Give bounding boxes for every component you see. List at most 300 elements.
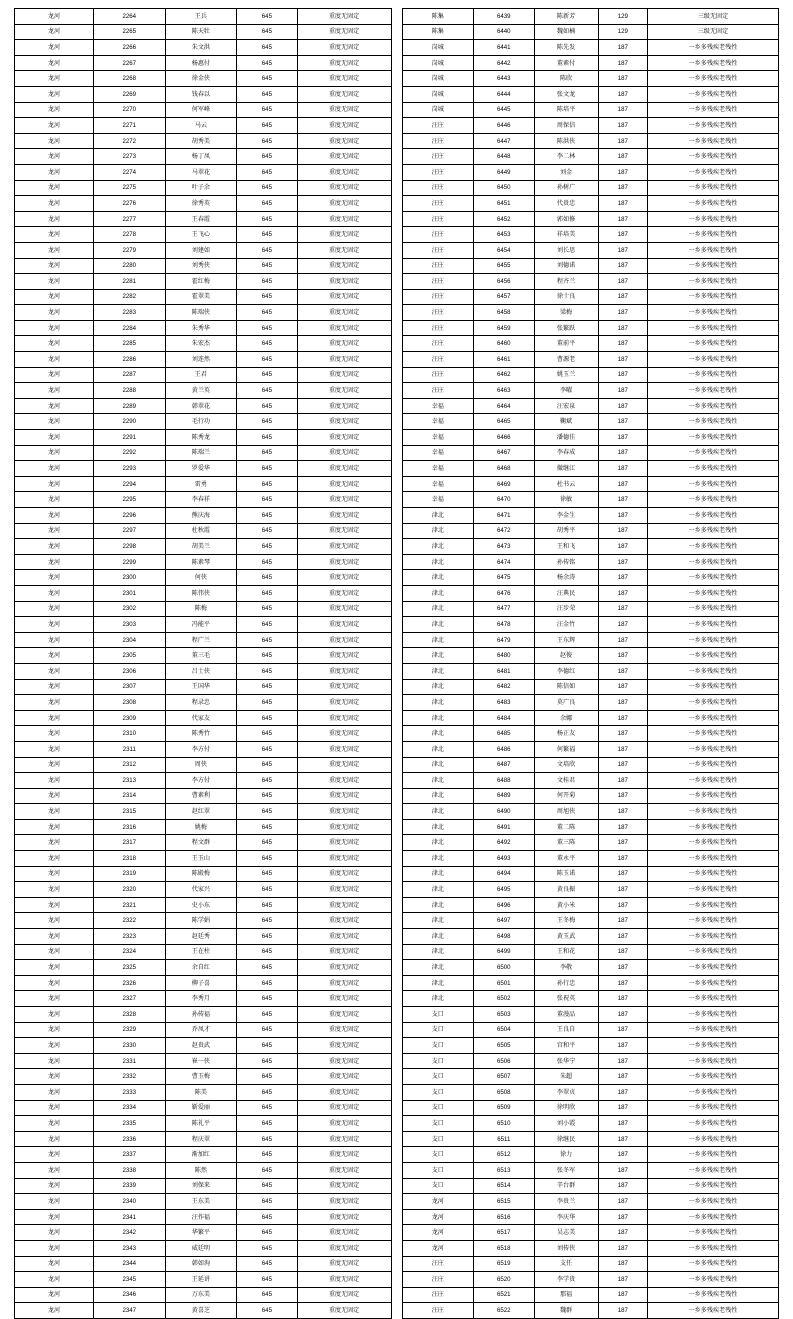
table-cell: 岗城 <box>402 102 474 118</box>
table-cell: 6472 <box>474 523 534 539</box>
table-cell: 2313 <box>94 773 166 789</box>
table-cell: 一乡多残疾老残性 <box>647 757 778 773</box>
table-cell: 6513 <box>474 1162 534 1178</box>
table-cell: 一乡多残疾老残性 <box>647 632 778 648</box>
table-cell: 一乡多残疾老残性 <box>647 1303 778 1319</box>
table-cell: 重度无固定 <box>297 975 391 991</box>
table-cell: 张冬军 <box>534 1162 598 1178</box>
table-cell: 6470 <box>474 492 534 508</box>
table-cell: 6456 <box>474 274 534 290</box>
table-cell: 韩翠花 <box>165 398 237 414</box>
table-cell: 陈新芳 <box>534 9 598 25</box>
table-cell: 187 <box>598 648 647 664</box>
table-cell: 重度无固定 <box>297 227 391 243</box>
table-cell: 6477 <box>474 601 534 617</box>
table-cell: 李学贵 <box>534 1272 598 1288</box>
table-cell: 津北 <box>402 679 474 695</box>
table-cell: 一乡多残疾老残性 <box>647 663 778 679</box>
table-row <box>402 258 779 274</box>
table-cell: 一乡多残疾老残性 <box>647 570 778 586</box>
table-cell: 汪庄 <box>402 1303 474 1319</box>
table-cell: 6450 <box>474 180 534 196</box>
table-row <box>402 1209 779 1225</box>
table-cell: 645 <box>237 695 297 711</box>
table-cell: 一乡多残疾老残性 <box>647 367 778 383</box>
table-cell: 龙河 <box>15 227 94 243</box>
table-row <box>402 819 779 835</box>
table-cell: 2296 <box>94 508 166 524</box>
table-cell: 胡秀美 <box>165 133 237 149</box>
table-cell: 6501 <box>474 975 534 991</box>
table-cell: 6447 <box>474 133 534 149</box>
table-cell: 汪庄 <box>402 227 474 243</box>
table-cell: 陈瑞兰 <box>165 445 237 461</box>
table-row <box>15 461 392 477</box>
table-cell: 6482 <box>474 679 534 695</box>
table-cell: 187 <box>598 757 647 773</box>
table-cell: 6460 <box>474 336 534 352</box>
table-cell: 董二陈 <box>534 819 598 835</box>
table-row <box>402 601 779 617</box>
table-cell: 645 <box>237 461 297 477</box>
table-cell: 龙河 <box>402 1225 474 1241</box>
table-cell: 645 <box>237 632 297 648</box>
table-cell: 2345 <box>94 1272 166 1288</box>
table-row <box>15 554 392 570</box>
table-cell: 187 <box>598 133 647 149</box>
table-cell: 黄小米 <box>534 897 598 913</box>
table-cell: 汪庄 <box>402 133 474 149</box>
table-row <box>402 242 779 258</box>
table-cell: 2286 <box>94 352 166 368</box>
table-cell: 187 <box>598 897 647 913</box>
table-cell: 187 <box>598 539 647 555</box>
table-cell: 一乡多残疾老残性 <box>647 1194 778 1210</box>
table-cell: 一乡多残疾老残性 <box>647 445 778 461</box>
table-cell: 龙河 <box>15 1162 94 1178</box>
table-cell: 津北 <box>402 648 474 664</box>
table-cell: 187 <box>598 211 647 227</box>
table-cell: 2317 <box>94 835 166 851</box>
table-row <box>15 851 392 867</box>
table-cell: 2321 <box>94 897 166 913</box>
table-cell: 龙河 <box>15 24 94 40</box>
table-cell: 重度无固定 <box>297 352 391 368</box>
table-cell: 刘德诺 <box>534 258 598 274</box>
table-row <box>402 1131 779 1147</box>
table-cell: 2325 <box>94 960 166 976</box>
table-cell: 187 <box>598 289 647 305</box>
table-cell: 龙河 <box>402 1209 474 1225</box>
table-cell: 龙河 <box>15 866 94 882</box>
table-cell: 一乡多残疾老残性 <box>647 227 778 243</box>
table-cell: 645 <box>237 492 297 508</box>
table-cell: 645 <box>237 274 297 290</box>
table-cell: 津北 <box>402 835 474 851</box>
table-cell: 一乡多残疾老残性 <box>647 991 778 1007</box>
table-cell: 6485 <box>474 726 534 742</box>
table-cell: 董三毛 <box>165 648 237 664</box>
table-row <box>15 24 392 40</box>
table-cell: 龙河 <box>15 305 94 321</box>
table-cell: 6520 <box>474 1272 534 1288</box>
table-cell: 6462 <box>474 367 534 383</box>
table-cell: 龙河 <box>15 1116 94 1132</box>
table-cell: 支口 <box>402 1022 474 1038</box>
table-cell: 津北 <box>402 929 474 945</box>
table-cell: 6465 <box>474 414 534 430</box>
table-cell: 187 <box>598 1038 647 1054</box>
table-cell: 6469 <box>474 476 534 492</box>
table-row <box>15 1256 392 1272</box>
table-row <box>15 336 392 352</box>
table-cell: 187 <box>598 882 647 898</box>
table-cell: 龙河 <box>15 180 94 196</box>
table-row <box>402 539 779 555</box>
table-cell: 姚梅 <box>165 819 237 835</box>
table-cell: 重度无固定 <box>297 882 391 898</box>
table-row <box>402 1225 779 1241</box>
table-cell: 187 <box>598 1256 647 1272</box>
table-cell: 渐加红 <box>165 1147 237 1163</box>
table-cell: 汪庄 <box>402 242 474 258</box>
table-row <box>15 133 392 149</box>
table-cell: 重度无固定 <box>297 1022 391 1038</box>
table-row <box>15 508 392 524</box>
table-cell: 2280 <box>94 258 166 274</box>
table-cell: 645 <box>237 164 297 180</box>
table-cell: 津北 <box>402 773 474 789</box>
table-row <box>402 944 779 960</box>
table-cell: 李春成 <box>534 445 598 461</box>
table-cell: 重度无固定 <box>297 819 391 835</box>
table-cell: 陈天牡 <box>165 24 237 40</box>
table-cell: 645 <box>237 866 297 882</box>
table-cell: 龙河 <box>15 1303 94 1319</box>
table-cell: 645 <box>237 1287 297 1303</box>
table-cell: 6521 <box>474 1287 534 1303</box>
table-cell: 汪庄 <box>402 383 474 399</box>
table-cell: 187 <box>598 118 647 134</box>
table-cell: 6499 <box>474 944 534 960</box>
table-cell: 龙河 <box>15 929 94 945</box>
table-cell: 2271 <box>94 118 166 134</box>
table-cell: 董前平 <box>534 336 598 352</box>
table-cell: 龙河 <box>15 554 94 570</box>
table-cell: 李曜 <box>534 383 598 399</box>
table-cell: 一乡多残疾老残性 <box>647 1022 778 1038</box>
table-row <box>15 258 392 274</box>
table-cell: 津北 <box>402 695 474 711</box>
table-cell: 代家友 <box>165 710 237 726</box>
table-cell: 一乡多残疾老残性 <box>647 133 778 149</box>
table-cell: 2279 <box>94 242 166 258</box>
table-cell: 2309 <box>94 710 166 726</box>
table-cell: 一乡多残疾老残性 <box>647 913 778 929</box>
table-cell: 重度无固定 <box>297 695 391 711</box>
table-row <box>15 1287 392 1303</box>
table-cell: 幸福 <box>402 414 474 430</box>
table-cell: 陈礼平 <box>165 1116 237 1132</box>
table-row <box>15 9 392 25</box>
table-cell: 重度无固定 <box>297 913 391 929</box>
table-row <box>402 102 779 118</box>
table-cell: 一乡多残疾老残性 <box>647 430 778 446</box>
table-cell: 幸福 <box>402 445 474 461</box>
table-cell: 645 <box>237 726 297 742</box>
table-cell: 汪庄 <box>402 180 474 196</box>
table-cell: 张文龙 <box>534 86 598 102</box>
table-cell: 重度无固定 <box>297 804 391 820</box>
table-cell: 津北 <box>402 523 474 539</box>
table-cell: 187 <box>598 663 647 679</box>
table-cell: 6440 <box>474 24 534 40</box>
table-cell: 岗城 <box>402 86 474 102</box>
table-cell: 645 <box>237 40 297 56</box>
table-row <box>15 648 392 664</box>
table-cell: 645 <box>237 835 297 851</box>
table-cell: 6504 <box>474 1022 534 1038</box>
table-cell: 杨丁凤 <box>165 149 237 165</box>
table-cell: 187 <box>598 710 647 726</box>
table-cell: 龙河 <box>15 398 94 414</box>
table-cell: 187 <box>598 1225 647 1241</box>
table-cell: 万东美 <box>165 1287 237 1303</box>
table-row <box>402 336 779 352</box>
table-cell: 重度无固定 <box>297 1131 391 1147</box>
table-cell: 2276 <box>94 196 166 212</box>
table-cell: 董素付 <box>534 55 598 71</box>
table-cell: 胡美兰 <box>165 539 237 555</box>
table-row <box>15 523 392 539</box>
table-row <box>15 352 392 368</box>
table-row <box>402 975 779 991</box>
table-cell: 程文群 <box>165 835 237 851</box>
table-cell: 6476 <box>474 585 534 601</box>
table-cell: 2307 <box>94 679 166 695</box>
table-cell: 重度无固定 <box>297 539 391 555</box>
table-cell: 程齐兰 <box>534 274 598 290</box>
table-cell: 6490 <box>474 804 534 820</box>
table-cell: 2346 <box>94 1287 166 1303</box>
table-cell: 重度无固定 <box>297 445 391 461</box>
table-row <box>402 461 779 477</box>
table-cell: 187 <box>598 804 647 820</box>
table-cell: 645 <box>237 430 297 446</box>
table-cell: 187 <box>598 1162 647 1178</box>
table-cell: 孙树广 <box>534 180 598 196</box>
table-cell: 龙河 <box>15 601 94 617</box>
table-cell: 2340 <box>94 1194 166 1210</box>
table-cell: 一乡多残疾老残性 <box>647 1287 778 1303</box>
table-cell: 6506 <box>474 1053 534 1069</box>
table-row <box>402 1053 779 1069</box>
table-cell: 重度无固定 <box>297 1038 391 1054</box>
table-cell: 周保信 <box>534 118 598 134</box>
table-cell: 645 <box>237 819 297 835</box>
table-cell: 汪庄 <box>402 1256 474 1272</box>
table-cell: 645 <box>237 367 297 383</box>
table-cell: 645 <box>237 445 297 461</box>
table-row <box>15 679 392 695</box>
table-cell: 支口 <box>402 1131 474 1147</box>
table-cell: 代贵忠 <box>534 196 598 212</box>
table-cell: 龙河 <box>15 211 94 227</box>
table-row <box>15 773 392 789</box>
table-cell: 6454 <box>474 242 534 258</box>
table-cell: 6464 <box>474 398 534 414</box>
table-row <box>402 40 779 56</box>
table-cell: 宫和平 <box>534 1038 598 1054</box>
table-cell: 6442 <box>474 55 534 71</box>
table-cell: 三级无固定 <box>647 9 778 25</box>
table-cell: 龙河 <box>15 445 94 461</box>
table-cell: 2275 <box>94 180 166 196</box>
table-cell: 645 <box>237 960 297 976</box>
table-cell: 645 <box>237 336 297 352</box>
table-cell: 刘连然 <box>165 352 237 368</box>
table-cell: 6484 <box>474 710 534 726</box>
table-cell: 129 <box>598 24 647 40</box>
table-row <box>402 648 779 664</box>
table-cell: 龙河 <box>402 1240 474 1256</box>
table-cell: 王冬梅 <box>534 913 598 929</box>
table-row <box>402 710 779 726</box>
table-row <box>402 804 779 820</box>
table-cell: 645 <box>237 383 297 399</box>
table-cell: 重度无固定 <box>297 523 391 539</box>
table-cell: 徐秀英 <box>165 196 237 212</box>
table-cell: 朱文洪 <box>165 40 237 56</box>
table-cell: 津北 <box>402 508 474 524</box>
table-cell: 2333 <box>94 1084 166 1100</box>
table-cell: 6518 <box>474 1240 534 1256</box>
table-cell: 王兵 <box>165 9 237 25</box>
table-cell: 2305 <box>94 648 166 664</box>
table-cell: 重度无固定 <box>297 1240 391 1256</box>
table-cell: 郭如修 <box>534 211 598 227</box>
table-row <box>402 1069 779 1085</box>
table-cell: 陈瑞侠 <box>165 305 237 321</box>
table-cell: 645 <box>237 352 297 368</box>
table-cell: 187 <box>598 741 647 757</box>
table-row <box>15 757 392 773</box>
table-cell: 2267 <box>94 55 166 71</box>
table-cell: 龙河 <box>402 1194 474 1210</box>
table-row <box>15 445 392 461</box>
table-cell: 6445 <box>474 102 534 118</box>
table-cell: 程广兰 <box>165 632 237 648</box>
table-cell: 重度无固定 <box>297 679 391 695</box>
table-cell: 6493 <box>474 851 534 867</box>
table-cell: 津北 <box>402 617 474 633</box>
table-row <box>15 164 392 180</box>
table-cell: 何军峰 <box>165 102 237 118</box>
table-cell: 2299 <box>94 554 166 570</box>
table-cell: 187 <box>598 960 647 976</box>
table-cell: 刘秀侠 <box>165 258 237 274</box>
table-cell: 645 <box>237 1225 297 1241</box>
table-cell: 重度无固定 <box>297 710 391 726</box>
table-row <box>15 398 392 414</box>
table-row <box>402 367 779 383</box>
table-cell: 韩如洵 <box>165 1256 237 1272</box>
table-row <box>15 835 392 851</box>
table-cell: 187 <box>598 242 647 258</box>
table-cell: 645 <box>237 601 297 617</box>
table-cell: 187 <box>598 1069 647 1085</box>
table-cell: 一乡多残疾老残性 <box>647 398 778 414</box>
table-row <box>15 897 392 913</box>
table-cell: 黄喜芝 <box>165 1303 237 1319</box>
table-cell: 645 <box>237 882 297 898</box>
table-cell: 6467 <box>474 445 534 461</box>
table-cell: 一乡多残疾老残性 <box>647 508 778 524</box>
table-cell: 一乡多残疾老残性 <box>647 336 778 352</box>
table-cell: 叶子余 <box>165 180 237 196</box>
table-cell: 何侠 <box>165 570 237 586</box>
table-cell: 重度无固定 <box>297 632 391 648</box>
table-cell: 杨正友 <box>534 726 598 742</box>
table-cell: 龙河 <box>15 1022 94 1038</box>
table-cell: 津北 <box>402 710 474 726</box>
table-cell: 187 <box>598 617 647 633</box>
table-row <box>15 539 392 555</box>
table-cell: 645 <box>237 1178 297 1194</box>
table-cell: 645 <box>237 523 297 539</box>
table-cell: 重度无固定 <box>297 492 391 508</box>
table-cell: 幸福 <box>402 492 474 508</box>
table-cell: 重度无固定 <box>297 133 391 149</box>
table-cell: 6505 <box>474 1038 534 1054</box>
table-cell: 187 <box>598 929 647 945</box>
table-cell: 2304 <box>94 632 166 648</box>
table-cell: 一乡多残疾老残性 <box>647 897 778 913</box>
table-cell: 龙河 <box>15 991 94 1007</box>
table-cell: 龙河 <box>15 71 94 87</box>
table-cell: 龙河 <box>15 508 94 524</box>
table-cell: 重度无固定 <box>297 86 391 102</box>
table-cell: 645 <box>237 944 297 960</box>
table-cell: 645 <box>237 570 297 586</box>
table-cell: 徐力 <box>534 1147 598 1163</box>
table-cell: 重度无固定 <box>297 960 391 976</box>
table-cell: 汪庄 <box>402 352 474 368</box>
table-cell: 重度无固定 <box>297 757 391 773</box>
table-cell: 187 <box>598 55 647 71</box>
table-row <box>15 1084 392 1100</box>
table-cell: 龙河 <box>15 710 94 726</box>
table-cell: 津北 <box>402 741 474 757</box>
table-cell: 龙河 <box>15 897 94 913</box>
table-cell: 645 <box>237 86 297 102</box>
table-cell: 一乡多残疾老残性 <box>647 211 778 227</box>
table-cell: 6457 <box>474 289 534 305</box>
table-row <box>402 1116 779 1132</box>
table-cell: 龙河 <box>15 414 94 430</box>
table-cell: 陈梅 <box>165 601 237 617</box>
table-row <box>402 1178 779 1194</box>
table-cell: 黄良振 <box>534 882 598 898</box>
table-cell: 龙河 <box>15 1053 94 1069</box>
table-row <box>402 1240 779 1256</box>
table-cell: 645 <box>237 1084 297 1100</box>
table-row <box>15 788 392 804</box>
table-cell: 代家兴 <box>165 882 237 898</box>
table-row <box>402 55 779 71</box>
table-cell: 津北 <box>402 819 474 835</box>
table-cell: 645 <box>237 913 297 929</box>
